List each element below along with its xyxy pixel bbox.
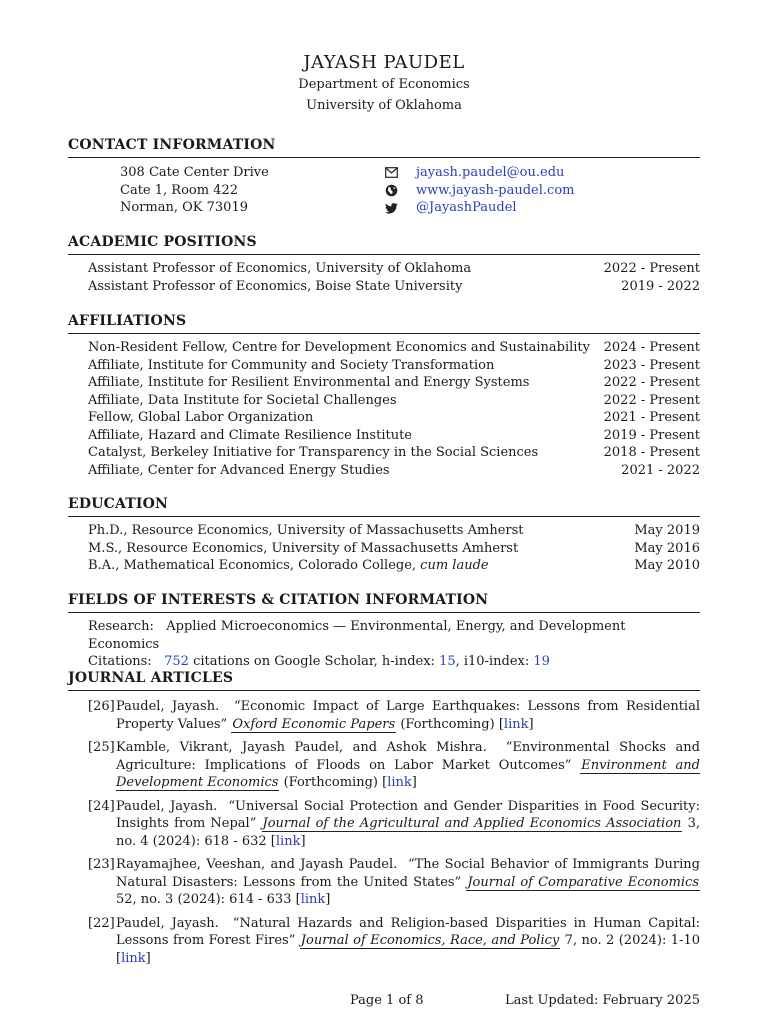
list-item: Affiliate, Institute for Community and Society Transformation 2023 - Present [88,357,700,373]
journal-name: Journal of Comparative Economics [467,874,699,890]
article-link[interactable]: link [503,716,529,732]
journal-name: Journal of Economics, Race, and Policy [300,933,560,948]
address-line: 308 Cate Center Drive [120,165,269,180]
cv-page [68,0,700,1024]
address-line: Cate 1, Room 422 [120,182,238,198]
list-item: Affiliate, Institute for Resilient Environmental and Energy Systems 2022 - Present [88,375,700,390]
affiliations-section [68,312,700,479]
address [120,164,269,217]
envelope-icon [384,166,398,180]
list-item: Affiliate, Hazard and Climate Resilience Institute 2019 - Present [88,427,700,443]
article-link[interactable]: link [300,892,326,907]
contact-section [68,136,700,220]
journal-name: Journal of the Agricultural and Applied Economics Association [262,816,682,831]
article-item: [23] Rayamajhee, Veeshan, and Jayash Paudel. “The Social Behavior of Immigrants During Natural Disasters: Lessons from the United States” Journal of Comparative Economics 52, no. 3 (2024): 614 - 633 [link] [88,857,700,907]
website-link[interactable]: www.jayash-paudel.com [416,182,575,198]
last-updated: Last Updated: February 2025 [505,993,700,1008]
section-title: ACADEMIC POSITIONS [68,233,700,255]
page-footer [68,993,700,1011]
article-link[interactable]: link [121,950,146,966]
journal-name: Oxford Economic Papers [232,716,396,732]
email-link[interactable]: jayash.paudel@ou.edu [416,165,565,180]
citations-count[interactable]: 752 [164,654,189,669]
articles-section [68,669,700,973]
article-item: [25] Kamble, Vikrant, Jayash Paudel, and Ashok Mishra. “Environmental Shocks and Agriculture: Implications of Floods on Labor Market Outcomes” Environment and Development Economics (Forthcoming) [link] [88,740,701,790]
globe-icon [384,184,398,198]
list-item: Fellow, Global Labor Organization 2021 - Present [88,410,700,425]
list-item: Assistant Professor of Economics, University of Oklahoma 2022 - Present [88,261,700,276]
twitter-icon [384,201,398,215]
article-item: [26] Paudel, Jayash. “Economic Impact of Large Earthquakes: Lessons from Residential Property Values” Oxford Economic Papers (Forthcoming) [link] [88,699,700,732]
section-title: JOURNAL ARTICLES [68,669,700,691]
i10-index[interactable]: 19 [533,654,550,669]
list-item: Assistant Professor of Economics, Boise State University 2019 - 2022 [88,278,700,294]
positions-section [68,233,700,295]
education-section [68,495,700,575]
journal-name: Environment and Development Economics [116,757,700,790]
person-name: JAYASH PAUDEL [303,52,465,73]
article-link[interactable]: link [387,775,412,790]
list-item: Ph.D., Resource Economics, University of Massachusetts Amherst May 2019 [88,523,700,538]
contact-links [384,164,574,217]
h-index[interactable]: 15 [439,654,456,669]
list-item: Affiliate, Data Institute for Societal Challenges 2022 - Present [88,392,700,408]
article-item: [22] Paudel, Jayash. “Natural Hazards and Religion-based Disparities in Human Capital: Lessons from Forest Fires” Journal of Economics, Race, and Policy 7, no. 2 (2024): 1-10 [link] [88,915,700,966]
list-item: Catalyst, Berkeley Initiative for Transparency in the Social Sciences 2018 - Present [88,445,700,460]
page-number: Page 1 of 8 [350,993,424,1008]
citations-line: Citations: 752 citations on Google Scholar, h-index: 15, i10-index: 19 [88,654,550,669]
address-line: Norman, OK 73019 [120,200,248,216]
university: University of Oklahoma [306,98,462,113]
list-item: B.A., Mathematical Economics, Colorado College, cum laude May 2010 [88,558,700,573]
list-item: M.S., Resource Economics, University of Massachusetts Amherst May 2016 [88,540,700,556]
twitter-link[interactable]: @JayashPaudel [416,200,517,216]
section-title: AFFILIATIONS [68,312,700,334]
section-title: FIELDS OF INTERESTS & CITATION INFORMATION [68,591,700,613]
fields-section [68,591,700,671]
research-line: Research: Applied Microeconomics — Environmental, Energy, and Development Economics [88,619,626,652]
article-item: [24] Paudel, Jayash. “Universal Social Protection and Gender Disparities in Food Security: Insights from Nepal” Journal of the Agricultural and Applied Economics Association 3, no. 4 (2024): 618 - 632 [link] [88,798,701,849]
list-item: Affiliate, Center for Advanced Energy Studies 2021 - 2022 [88,462,700,478]
section-title: EDUCATION [68,495,700,517]
department: Department of Economics [298,77,470,92]
section-title: CONTACT INFORMATION [68,136,700,158]
cv-header [68,52,700,116]
article-link[interactable]: link [275,833,301,849]
list-item: Non-Resident Fellow, Centre for Development Economics and Sustainability 2024 - Present [88,340,700,355]
